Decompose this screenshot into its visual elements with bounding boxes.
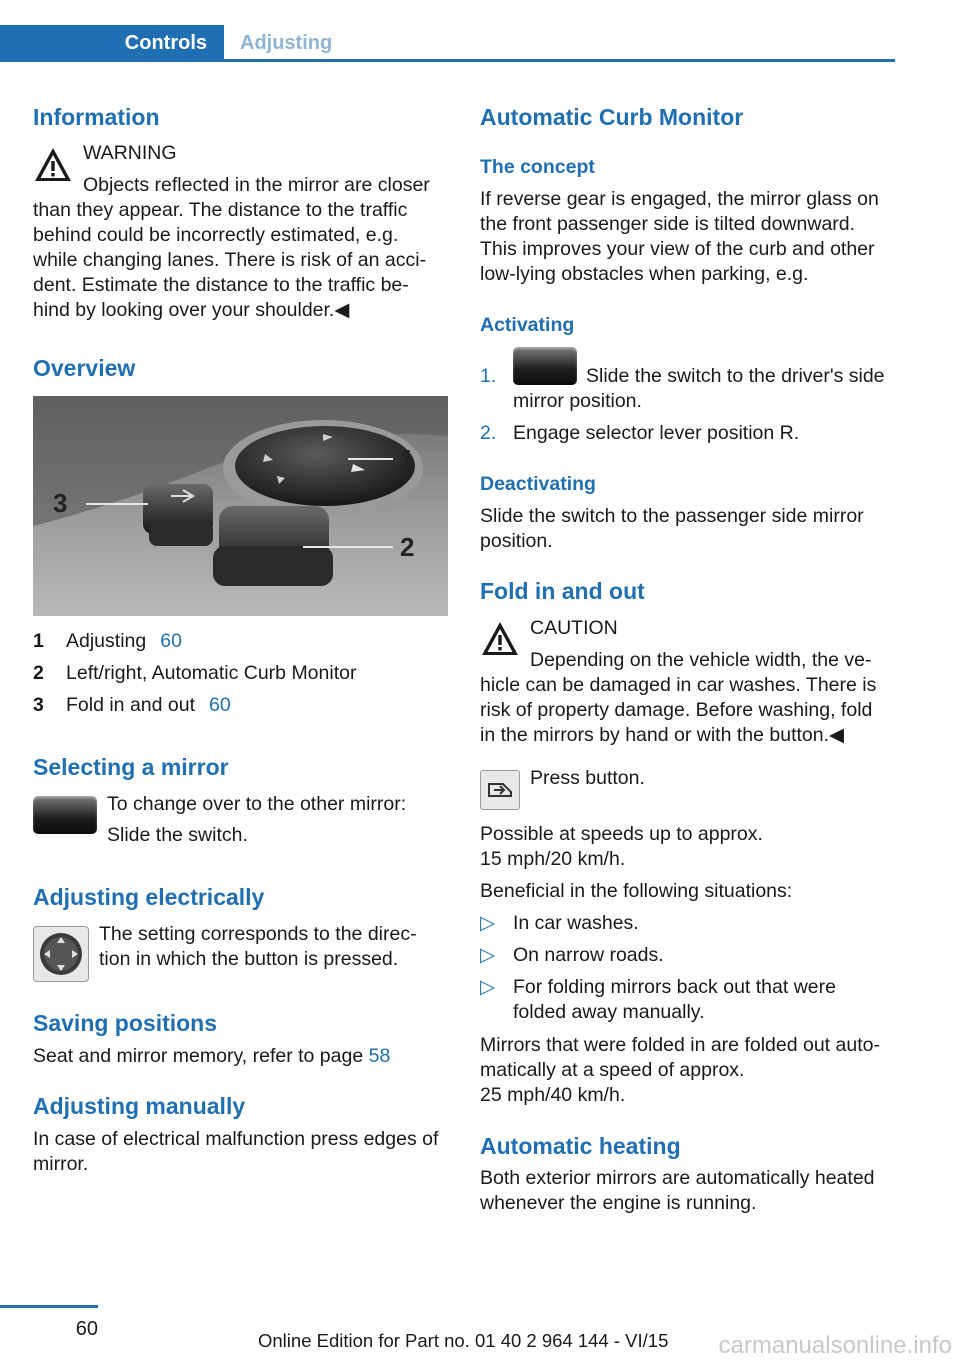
heating-line: whenever the engine is running. [480,1192,757,1214]
selecting-mirror-heading: Selecting a mirror [33,754,229,780]
press-button-text: Press button. [530,767,645,789]
manual-line: In case of electrical malfunction press edges of [33,1128,439,1150]
activating-heading: Activating [480,314,575,336]
warning-line: hind by looking over your shoulder.◀ [33,299,350,321]
warning-line: dent. Estimate the distance to the traffic be‐ [33,274,409,296]
concept-line: the front passenger side is tilted downward. [480,213,856,235]
footer-rule [0,1305,98,1308]
selecting-line: To change over to the other mirror: [107,793,407,815]
step-line: mirror position. [513,390,642,412]
warning-line: Objects reflected in the mirror are closer [83,174,430,196]
concept-line: If reverse gear is engaged, the mirror glass on [480,188,879,210]
legend-number: 3 [33,694,44,716]
legend-item [66,693,231,718]
page-ref-link[interactable]: 60 [160,630,182,652]
legend-text: Left/right, Automatic Curb Monitor [66,662,357,684]
edition-footer: Online Edition for Part no. 01 40 2 964 144 - VI/15 [258,1330,669,1351]
caution-line: Depending on the vehicle width, the ve‐ [530,649,872,671]
caution-line: risk of property damage. Before washing, fold [480,699,873,721]
photo-callout-3: 3 [53,488,68,518]
legend-text: Adjusting [66,630,147,652]
legend-list [33,629,449,729]
legend-number: 1 [33,630,44,652]
legend-number: 2 [33,662,44,684]
chapter-tab-bar [0,25,895,62]
beneficial-text: Beneficial in the following situations: [480,880,793,902]
heating-line: Both exterior mirrors are automatically heated [480,1167,875,1189]
mirrors-line: 25 mph/40 km/h. [480,1084,626,1106]
warning-line: than they appear. The distance to the traffic [33,199,408,221]
selecting-line: Slide the switch. [107,824,248,846]
saving-positions-heading: Saving positions [33,1010,218,1036]
warning-icon [33,145,73,190]
deactivating-line: position. [480,530,553,552]
bullet-triangle-icon: ▷ [480,912,495,934]
mirror-adjust-dpad-icon [33,926,89,982]
photo-callout-2: 2 [400,532,415,562]
caution-line: in the mirrors by hand or with the button.◀ [480,724,845,746]
adjusting-line: tion in which the button is pressed. [99,948,399,970]
deactivating-line: Slide the switch to the passenger side mirror [480,505,864,527]
step-line: Engage selector lever position R. [513,422,800,444]
warning-label: WARNING [83,142,177,164]
page-number: 60 [75,1318,98,1340]
page-ref-link[interactable]: 58 [368,1045,391,1067]
concept-heading: The concept [480,156,595,178]
warning-line: behind could be incorrectly estimated, e.g. [33,224,399,246]
acm-heading: Automatic Curb Monitor [480,104,744,130]
step-number: 1. [480,365,497,387]
bullet-triangle-icon: ▷ [480,976,495,998]
legend-item [66,629,182,654]
warning-icon [480,619,520,664]
caution-label: CAUTION [530,617,618,639]
information-heading: Information [33,104,160,130]
page-ref-link[interactable]: 60 [209,694,231,716]
mirrors-line: matically at a speed of approx. [480,1059,745,1081]
bullet-line: folded away manually. [513,1001,705,1023]
mirror-controls-photo [33,396,448,616]
saving-text [33,1044,390,1069]
concept-line: low-lying obstacles when parking, e.g. [480,263,809,285]
automatic-heating-heading: Automatic heating [480,1133,681,1159]
saving-text-body: Seat and mirror memory, refer to page [33,1045,364,1067]
photo-callout-1: 1 [400,444,415,474]
overview-heading: Overview [33,355,136,381]
tab-adjusting[interactable]: Adjusting [240,32,333,54]
possible-line: 15 mph/20 km/h. [480,848,626,870]
fold-mirror-icon [480,770,520,810]
concept-line: This improves your view of the curb and other [480,238,875,260]
deactivating-heading: Deactivating [480,473,596,495]
step-line: Slide the switch to the driver's side [586,365,885,387]
bullet-line: On narrow roads. [513,944,664,966]
watermark: carmanualsonline.info [718,1332,952,1359]
manual-line: mirror. [33,1153,89,1175]
step-number: 2. [480,422,497,444]
caution-line: hicle can be damaged in car washes. There is [480,674,877,696]
fold-heading: Fold in and out [480,578,645,604]
mirror-switch-icon [513,347,577,385]
bullet-line: In car washes. [513,912,639,934]
mirrors-line: Mirrors that were folded in are folded out auto‐ [480,1034,880,1056]
possible-line: Possible at speeds up to approx. [480,823,763,845]
mirror-switch-icon [33,796,97,834]
legend-text: Fold in and out [66,694,196,716]
adjusting-electrically-heading: Adjusting electrically [33,884,265,910]
bullet-triangle-icon: ▷ [480,944,495,966]
warning-line: while changing lanes. There is risk of an acci‐ [33,249,427,271]
adjusting-manually-heading: Adjusting manually [33,1093,246,1119]
adjusting-line: The setting corresponds to the direc‐ [99,923,417,945]
bullet-line: For folding mirrors back out that were [513,976,836,998]
tab-controls[interactable]: Controls [0,25,224,61]
